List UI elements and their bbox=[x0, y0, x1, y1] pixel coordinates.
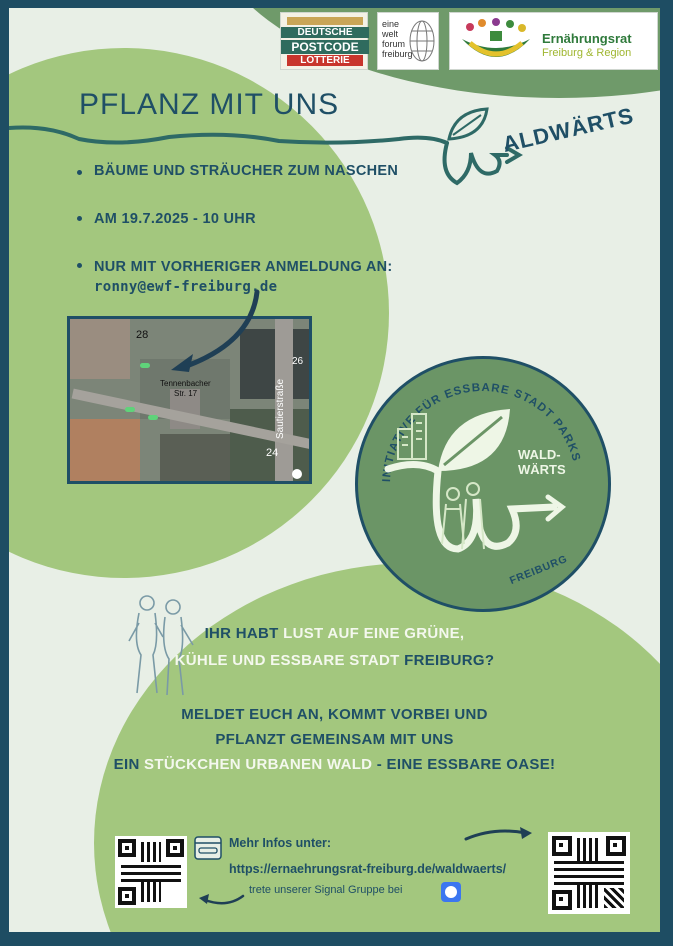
bullet-1-dot bbox=[77, 170, 82, 175]
eine-welt-forum-logo bbox=[377, 12, 439, 70]
question-line1 bbox=[9, 625, 660, 642]
map-label-26: 26 bbox=[292, 356, 304, 367]
figures-outline-icon bbox=[127, 593, 197, 698]
badge-wald-line2: WÄRTS bbox=[518, 462, 566, 477]
postcode-line2: POSTCODE bbox=[281, 40, 369, 54]
qr-code-website[interactable] bbox=[548, 832, 630, 914]
map-pin-2 bbox=[125, 407, 135, 412]
call-line3-a: EIN bbox=[113, 756, 145, 773]
waldwaerts-badge bbox=[355, 356, 611, 612]
postcode-ribbon bbox=[287, 17, 363, 25]
map-pin-3 bbox=[148, 415, 158, 420]
website-url-link[interactable]: https://ernaehrungsrat-freiburg.de/waldwaerts/ bbox=[229, 862, 507, 876]
signal-icon[interactable] bbox=[441, 882, 461, 902]
headline: PFLANZ MIT UNS bbox=[79, 88, 340, 121]
badge-w-leaf-icon bbox=[388, 464, 562, 549]
badge-buildings-icon bbox=[398, 414, 426, 459]
call-line3 bbox=[9, 756, 660, 773]
question-line2-a: KÜHLE UND ESSBARE STADT bbox=[174, 652, 405, 669]
map-address-line2: Str. 17 bbox=[174, 389, 198, 398]
postcode-lotterie-logo bbox=[280, 12, 368, 70]
map-label-28: 28 bbox=[136, 329, 149, 341]
badge-ring-text: INITIATIVE FÜR ESSBARE STADT PARKS bbox=[381, 381, 583, 483]
bullet-1-text: BÄUME UND STRÄUCHER ZUM NASCHEN bbox=[94, 163, 399, 179]
ernaehrungsrat-sub: Freiburg & Region bbox=[542, 47, 632, 59]
arrow-right-icon bbox=[464, 823, 534, 845]
map-street-label: Sautierstraße bbox=[275, 378, 286, 439]
ewf-line2: welt bbox=[382, 29, 399, 39]
brand-suffix: ALDWÄRTS bbox=[500, 102, 637, 158]
postcode-line3: LOTTERIE bbox=[287, 55, 363, 66]
more-info-label: Mehr Infos unter: bbox=[229, 836, 332, 850]
vine-leaf-icon bbox=[9, 103, 529, 198]
bullet-3-dot bbox=[77, 263, 82, 268]
web-browser-icon bbox=[194, 836, 222, 860]
badge-wald-line1: WALD- bbox=[518, 447, 561, 462]
bullet-2-dot bbox=[77, 216, 82, 221]
ernaehrungsrat-emblem-icon bbox=[456, 17, 536, 67]
ewf-line3: forum bbox=[382, 39, 406, 49]
map-address-line1: Tennenbacher bbox=[160, 379, 211, 388]
ewf-line4: freiburg bbox=[382, 49, 413, 59]
email-link[interactable]: ronny@ewf-freiburg.de bbox=[94, 279, 278, 295]
call-line3-c: - EINE ESSBARE OASE! bbox=[372, 756, 556, 773]
call-line2: PFLANZT GEMEINSAM MIT UNS bbox=[215, 731, 454, 748]
question-line1-b: LUST AUF EINE GRÜNE, bbox=[283, 625, 465, 642]
arrow-to-map-icon bbox=[159, 288, 269, 378]
globe-icon bbox=[408, 19, 436, 63]
signal-group-text: trete unserer Signal Gruppe bei bbox=[249, 884, 403, 896]
map-camera-icon bbox=[292, 469, 302, 479]
map-pin-1 bbox=[140, 363, 150, 368]
ernaehrungsrat-logo bbox=[449, 12, 658, 70]
poster bbox=[9, 8, 660, 932]
bullet-3-text: NUR MIT VORHERIGER ANMELDUNG AN: bbox=[94, 259, 393, 275]
ernaehrungsrat-name: Ernährungsrat bbox=[542, 31, 632, 46]
call-line3-b: STÜCKCHEN URBANEN WALD bbox=[144, 756, 373, 773]
ewf-line1: eine bbox=[382, 19, 400, 29]
map-label-24: 24 bbox=[266, 447, 279, 459]
postcode-line1: DEUTSCHE bbox=[281, 27, 369, 38]
question-line1-a: IHR HABT bbox=[204, 625, 284, 642]
question-line2-b: FREIBURG? bbox=[404, 652, 495, 669]
qr-code-signal[interactable] bbox=[115, 836, 187, 908]
badge-city: FREIBURG bbox=[507, 552, 570, 588]
question-line2 bbox=[9, 652, 660, 669]
arrow-left-icon bbox=[197, 888, 245, 910]
call-line1: MELDET EUCH AN, KOMMT VORBEI UND bbox=[181, 706, 488, 723]
bullet-2-text: AM 19.7.2025 - 10 UHR bbox=[94, 211, 256, 227]
